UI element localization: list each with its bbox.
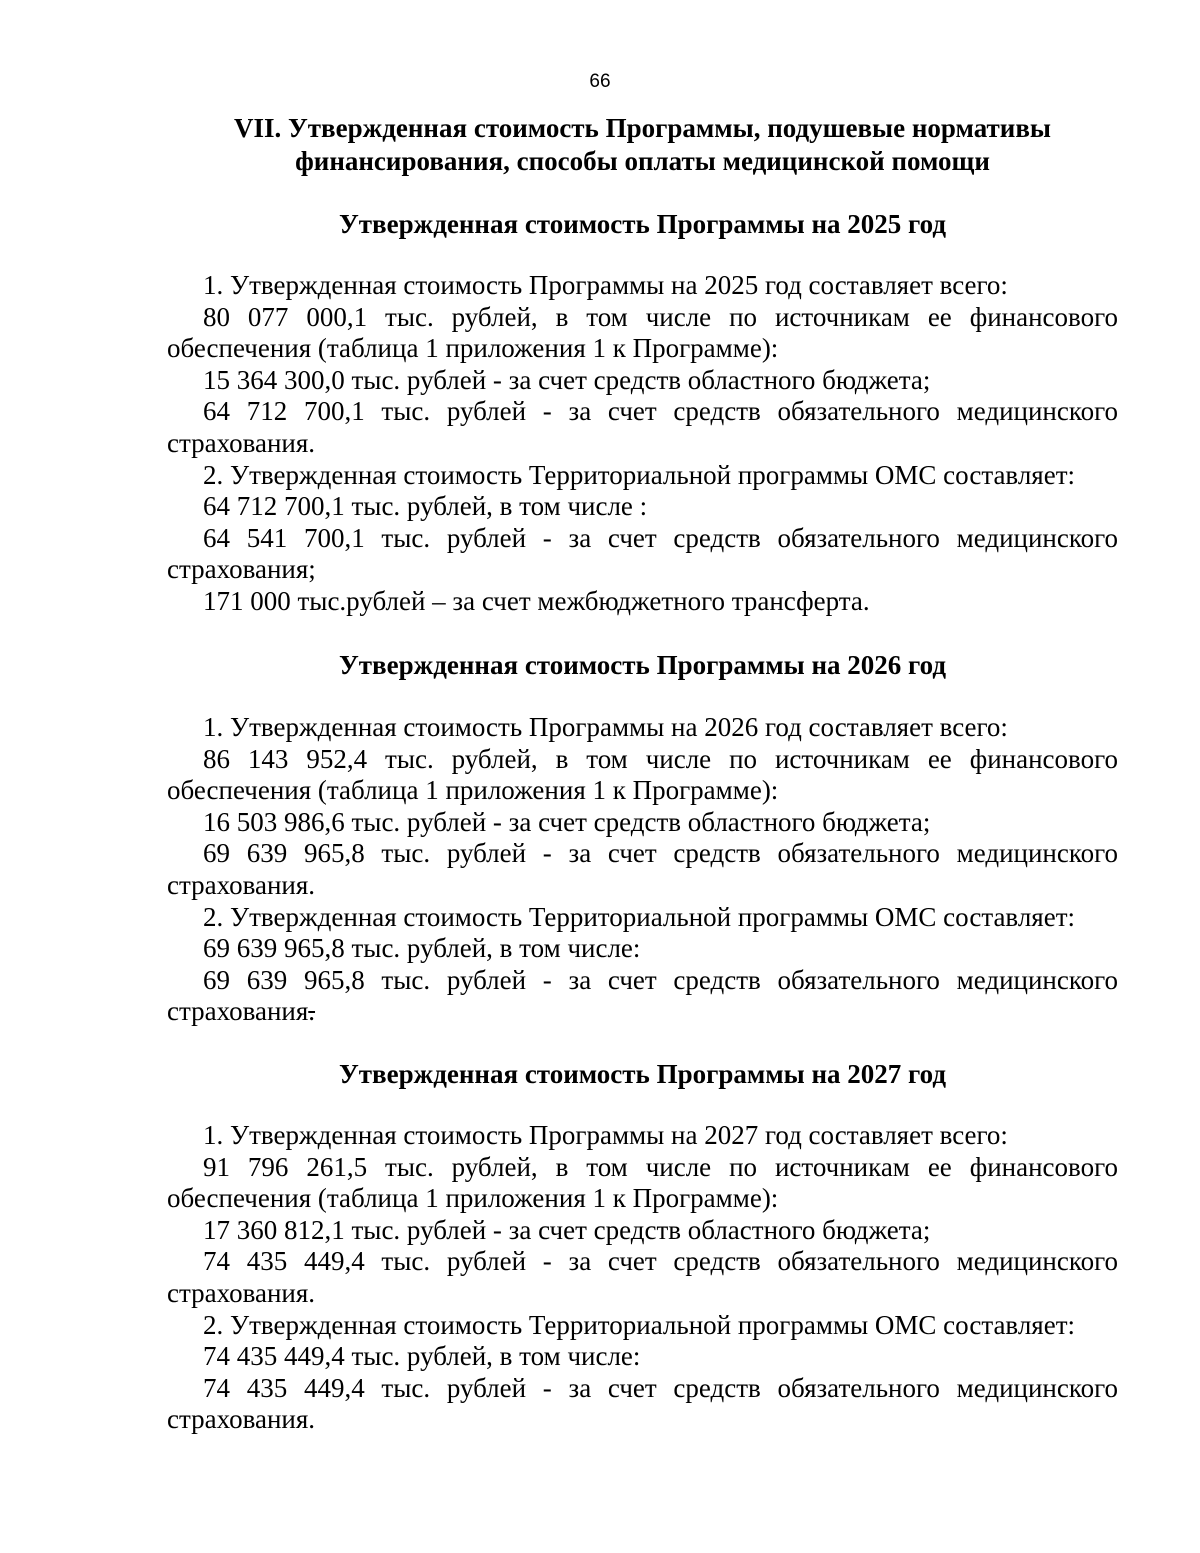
paragraph-sources-2026: 86 143 952,4 тыс. рублей, в том числе по источникам ее финансового обеспечения (таблица 1 приложения 1 к Программе): — [167, 743, 1118, 806]
paragraph-oms-2027: 74 435 449,4 тыс. рублей - за счет средств обязательного медицинского страхования. — [167, 1246, 1118, 1308]
page-number: 66 — [589, 71, 611, 92]
paragraph-regional-budget-2025: 15 364 300,0 тыс. рублей - за счет средств областного бюджета; — [203, 364, 931, 395]
paragraph-territorial-sum-2026: 69 639 965,8 тыс. рублей, в том числе: — [203, 933, 641, 964]
paragraph-total-2027: 1. Утвержденная стоимость Программы на 2027 год составляет всего: — [203, 1120, 1008, 1150]
paragraph-territorial-sum-2027: 74 435 449,4 тыс. рублей, в том числе: — [203, 1341, 641, 1372]
section-title-2025: Утвержденная стоимость Программы на 2025 год — [338, 209, 947, 239]
paragraph-territorial-oms-2025: 64 541 700,1 тыс. рублей - за счет средств обязательного медицинского страхования; — [167, 522, 1118, 585]
paragraph-sources-2025: 80 077 000,1 тыс. рублей, в том числе по источникам ее финансового обеспечения (таблица 1 приложения 1 к Программе): — [167, 301, 1118, 364]
section-title-2026: Утвержденная стоимость Программы на 2026 год — [338, 650, 947, 680]
paragraph-regional-budget-2027: 17 360 812,1 тыс. рублей - за счет средств областного бюджета; — [203, 1214, 931, 1245]
paragraph-oms-2026: 69 639 965,8 тыс. рублей - за счет средств обязательного медицинского страхования. — [167, 838, 1118, 900]
section-body-2027 — [167, 1120, 1118, 1436]
paragraph-territorial-oms-2026 — [167, 965, 1118, 1028]
paragraph-total-2026: 1. Утвержденная стоимость Программы на 2026 год составляет всего: — [203, 712, 1008, 742]
paragraph-oms-2025: 64 712 700,1 тыс. рублей - за счет средств обязательного медицинского страхования. — [167, 396, 1118, 458]
paragraph-regional-budget-2026: 16 503 986,6 тыс. рублей - за счет средств областного бюджета; — [203, 806, 931, 837]
chapter-title-line-2: финансирования, способы оплаты медицинской помощи — [295, 146, 990, 176]
chapter-title-line-1: VII. Утвержденная стоимость Программы, подушевые нормативы — [233, 113, 1052, 143]
paragraph-territorial-oms-2027: 74 435 449,4 тыс. рублей - за счет средств обязательного медицинского страхования. — [167, 1372, 1118, 1435]
paragraph-territorial-total-2027: 2. Утвержденная стоимость Территориальной программы ОМС составляет: — [203, 1309, 1076, 1340]
struck-period: . — [308, 996, 316, 1027]
paragraph-total-2025: 1. Утвержденная стоимость Программы на 2025 год составляет всего: — [203, 270, 1008, 300]
paragraph-territorial-sum-2025: 64 712 700,1 тыс. рублей, в том числе : — [203, 491, 648, 522]
section-title-2027: Утвержденная стоимость Программы на 2027 год — [338, 1059, 947, 1089]
paragraph-sources-2027: 91 796 261,5 тыс. рублей, в том числе по источникам ее финансового обеспечения (таблица 1 приложения 1 к Программе): — [167, 1151, 1118, 1214]
chapter-title — [120, 112, 1165, 178]
paragraph-territorial-total-2025: 2. Утвержденная стоимость Территориальной программы ОМС составляет: — [203, 459, 1076, 490]
section-body-2025 — [167, 270, 1118, 618]
paragraph-territorial-total-2026: 2. Утвержденная стоимость Территориальной программы ОМС составляет: — [203, 901, 1076, 932]
section-body-2026 — [167, 712, 1118, 1028]
paragraph-interbudget-transfer-2025: 171 000 тыс.рублей – за счет межбюджетного трансферта. — [203, 585, 870, 616]
paragraph-territorial-oms-2026-text: 69 639 965,8 тыс. рублей - за счет средств обязательного медицинского страхования — [167, 964, 1118, 1027]
